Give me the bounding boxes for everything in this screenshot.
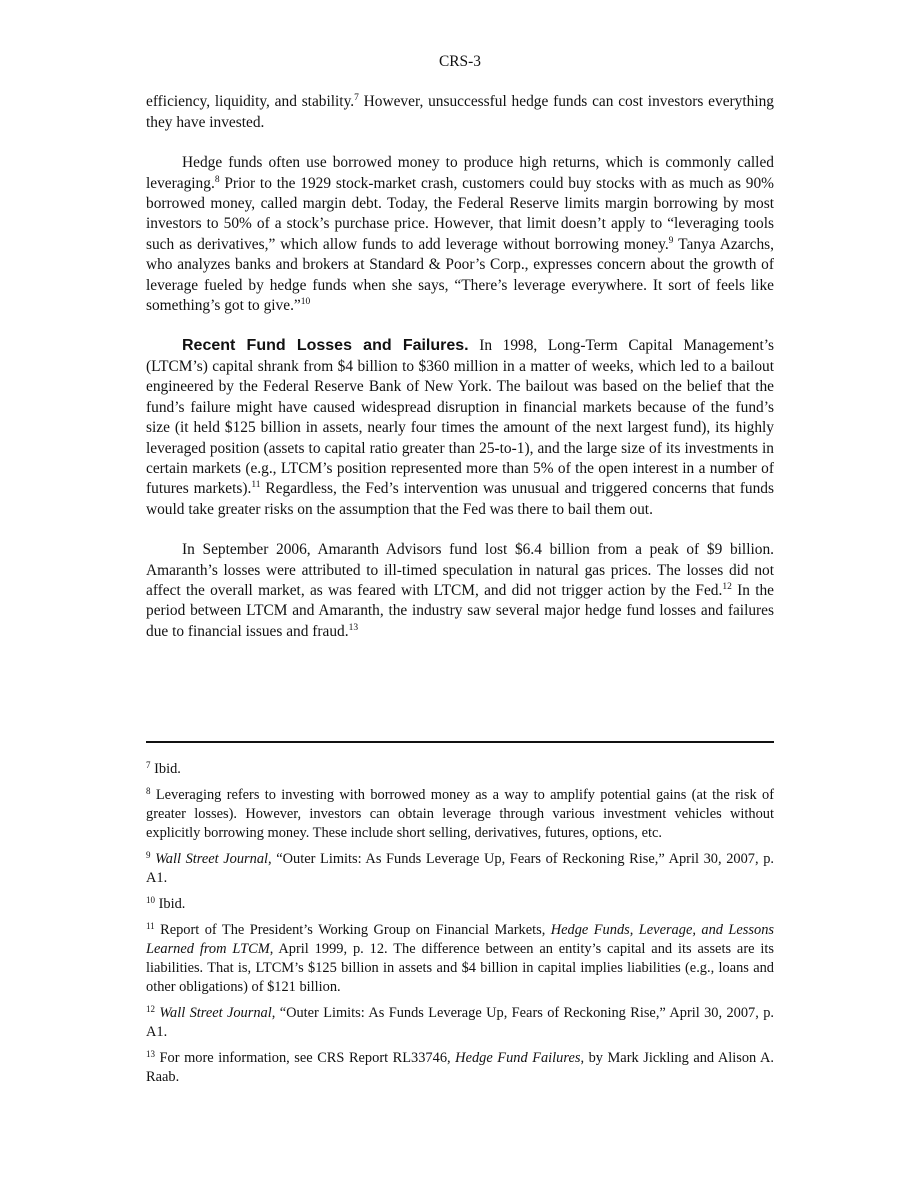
footnote-text: Leveraging refers to investing with borrowed money as a way to amplify potential gains (at the risk of greater losses). However, investors can obtain leverage through various investment vehicles without explicitly borrowing money. These include short selling, derivatives, futures, options, etc. — [146, 787, 774, 841]
footnote-ref-11[interactable]: 11 — [251, 480, 261, 491]
footnote-ref-12[interactable]: 12 — [722, 581, 732, 592]
paragraph-text: Hedge funds often use borrowed money to produce high returns, which is commonly called leveraging. — [146, 154, 774, 192]
footnote-text: Report of The President’s Working Group on Financial Markets, — [154, 922, 551, 938]
publication-title: Hedge Funds, Leverage, and Lessons Learned from LTCM — [146, 922, 774, 957]
paragraph-text: efficiency, liquidity, and stability. — [146, 93, 355, 111]
footnote-11 — [146, 921, 774, 997]
footnote-text: , by Mark Jickling and Alison A. Raab. — [146, 1050, 774, 1085]
footnote-number: 12 — [146, 1004, 155, 1014]
paragraph-text: Regardless, the Fed’s intervention was unusual and triggered concerns that funds would take greater risks on the assumption that the Fed was there to bail them out. — [146, 480, 774, 518]
footnote-10 — [146, 895, 774, 914]
publication-title: Wall Street Journal — [155, 851, 269, 867]
paragraph-text: In September 2006, Amaranth Advisors fund lost $6.4 billion from a peak of $9 billion. Amaranth’s losses were attributed to ill-timed speculation in natural gas prices. The losses did not affect the overall market, as was feared with LTCM, and did not trigger action by the Fed. — [146, 541, 774, 599]
paragraph-text: In 1998, Long-Term Capital Management’s (LTCM’s) capital shrank from $4 billion to $360 million in a matter of weeks, which led to a bailout engineered by the Federal Reserve Bank of New York. The bailout was based on the belief that the fund’s failure might have caused widespread disruption in financial markets because of the fund’s size (it held $125 billion in assets, nearly four times the amount of the next largest fund), its highly leveraged position (assets to capital ratio greater than 25-to-1), and the large size of its investments in certain markets (e.g., LTCM’s position represented more than 5% of the open interest in a number of futures markets). — [146, 337, 774, 498]
footnote-7 — [146, 760, 774, 779]
footnote-ref-13[interactable]: 13 — [348, 622, 359, 633]
footnote-text: , April 1999, p. 12. The difference between an entity’s capital and its assets are its liabilities. That is, LTCM’s $125 billion in assets and $4 billion in capital implies liabilities (e.g., loans and other obligations) of $121 billion. — [146, 941, 774, 995]
paragraph-4 — [146, 540, 774, 642]
paragraph-1 — [146, 92, 774, 133]
footnote-9 — [146, 850, 774, 888]
footnote-ref-10[interactable]: 10 — [300, 297, 311, 308]
footnote-8 — [146, 786, 774, 843]
footnote-ref-8[interactable]: 8 — [214, 174, 220, 185]
footnote-13 — [146, 1049, 774, 1087]
paragraph-2 — [146, 153, 774, 316]
paragraph-text: In the period between LTCM and Amaranth, the industry saw several major hedge fund losses and failures due to financial issues and fraud. — [146, 581, 775, 640]
footnote-text: Ibid. — [155, 896, 186, 912]
paragraph-text: Tanya Azarchs, who analyzes banks and brokers at Standard & Poor’s Corp., expresses concern about the growth of leverage fueled by hedge funds when she says, “There’s leverage everywhere. It sort of feels like something’s got to give.” — [146, 235, 774, 315]
footnote-number: 8 — [146, 786, 151, 796]
publication-title: Wall Street Journal — [159, 1005, 272, 1021]
footnote-number: 11 — [146, 921, 155, 931]
page-number-header: CRS-3 — [439, 53, 481, 70]
paragraph-3 — [146, 336, 774, 520]
footnote-text: , “Outer Limits: As Funds Leverage Up, Fears of Reckoning Rise,” April 30, 2007, p. A1. — [146, 851, 774, 886]
footnote-number: 7 — [146, 760, 151, 770]
footnote-number: 13 — [146, 1049, 155, 1059]
page-body — [146, 52, 774, 642]
footnote-text: For more information, see CRS Report RL33746, — [155, 1050, 456, 1066]
section-heading: Recent Fund Losses and Failures. — [182, 337, 469, 355]
footnote-ref-9[interactable]: 9 — [668, 235, 674, 246]
footnote-number: 9 — [146, 850, 151, 860]
footnote-text: , “Outer Limits: As Funds Leverage Up, Fears of Reckoning Rise,” April 30, 2007, p. A1. — [146, 1005, 774, 1040]
footnote-separator — [146, 741, 774, 743]
footnotes — [146, 760, 774, 1094]
footnote-number: 10 — [146, 895, 155, 905]
publication-title: Hedge Fund Failures — [455, 1050, 581, 1066]
paragraph-text: Prior to the 1929 stock-market crash, customers could buy stocks with as much as 90% borrowed money, called margin debt. Today, the Federal Reserve limits margin borrowing by most investors to 50% of a stock’s purchase price. However, that limit doesn’t apply to “leveraging tools such as derivatives,” which allow funds to add leverage without borrowing money. — [146, 174, 774, 253]
paragraph-text: However, unsuccessful hedge funds can cost investors everything they have invested. — [146, 93, 774, 131]
footnote-text: Ibid. — [150, 761, 181, 777]
footnote-ref-7[interactable]: 7 — [354, 93, 359, 104]
footnote-12 — [146, 1004, 774, 1042]
